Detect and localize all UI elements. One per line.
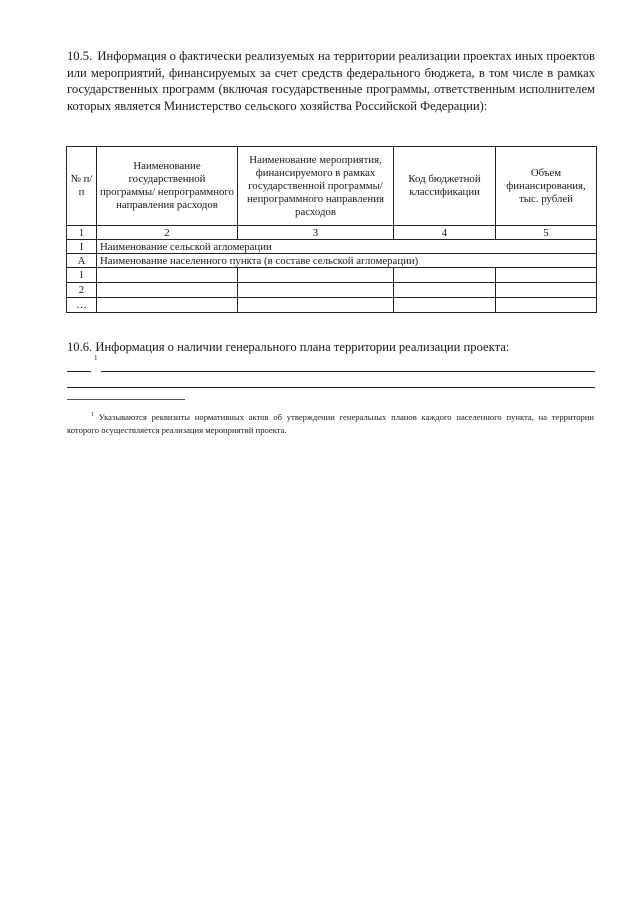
table-cell [496,283,597,298]
row-code: А [67,254,97,268]
header-cell: Объем финансирования, тыс. рублей [496,147,597,226]
column-number: 3 [238,226,394,240]
section-text: Информация о наличии генерального плана территории реализации проекта: [95,340,510,354]
table-row [67,283,597,298]
table-cell [496,268,597,283]
projects-table [66,146,597,313]
table-cell [496,298,597,313]
table-cell [97,298,238,313]
table-cell [394,283,496,298]
row-label: Наименование сельской агломерации [97,240,597,254]
footnote-separator [67,399,185,400]
table-cell [238,268,394,283]
header-cell: № п/п [67,147,97,226]
footnote-text: Указываются реквизиты нормативных актов об утверждении генеральных планов каждого населенного пункта, на территории которого осуществляется реализация мероприятий проекта. [67,412,594,435]
table-cell [394,298,496,313]
footnote-reference: 1 [94,354,98,362]
footnote-mark: 1 [91,412,94,419]
table-cell [394,268,496,283]
fill-in-line-short [67,371,91,372]
row-number: 2 [67,283,97,298]
header-cell: Код бюджетной классификации [394,147,496,226]
column-number: 4 [394,226,496,240]
section-number: 10.6. [67,340,93,354]
fill-in-line [101,371,595,372]
table-header-row [67,147,597,226]
header-cell: Наименование государственной программы/ непрограммного направления расходов [97,147,238,226]
row-code: I [67,240,97,254]
footnote [67,411,594,437]
row-label: Наименование населенного пункта (в составе сельской агломерации) [97,254,597,268]
fill-in-line [67,387,595,388]
table-cell [97,268,238,283]
table-row [67,298,597,313]
table-cell [238,298,394,313]
header-cell: Наименование мероприятия, финансируемого в рамках государственной программы/непрограммного направления расходов [238,147,394,226]
section-10-6-heading [67,339,595,355]
settlement-row [67,254,597,268]
table-row [67,268,597,283]
row-number: … [67,298,97,313]
column-number: 5 [496,226,597,240]
row-number: 1 [67,268,97,283]
section-number: 10.5. [67,49,93,63]
column-number-row [67,226,597,240]
section-10-5-paragraph [67,48,595,114]
column-number: 2 [97,226,238,240]
column-number: 1 [67,226,97,240]
table-cell [97,283,238,298]
agglomeration-row [67,240,597,254]
table-cell [238,283,394,298]
section-text: Информация о фактически реализуемых на территории реализации проектах иных проектов или мероприятий, финансируемых за счет средств федерального бюджета, в том числе в рамках государственных программ (включая государственные программы, ответственным исполнителем которых является Министерство сельского хозяйства Российской Федерации): [67,49,595,113]
